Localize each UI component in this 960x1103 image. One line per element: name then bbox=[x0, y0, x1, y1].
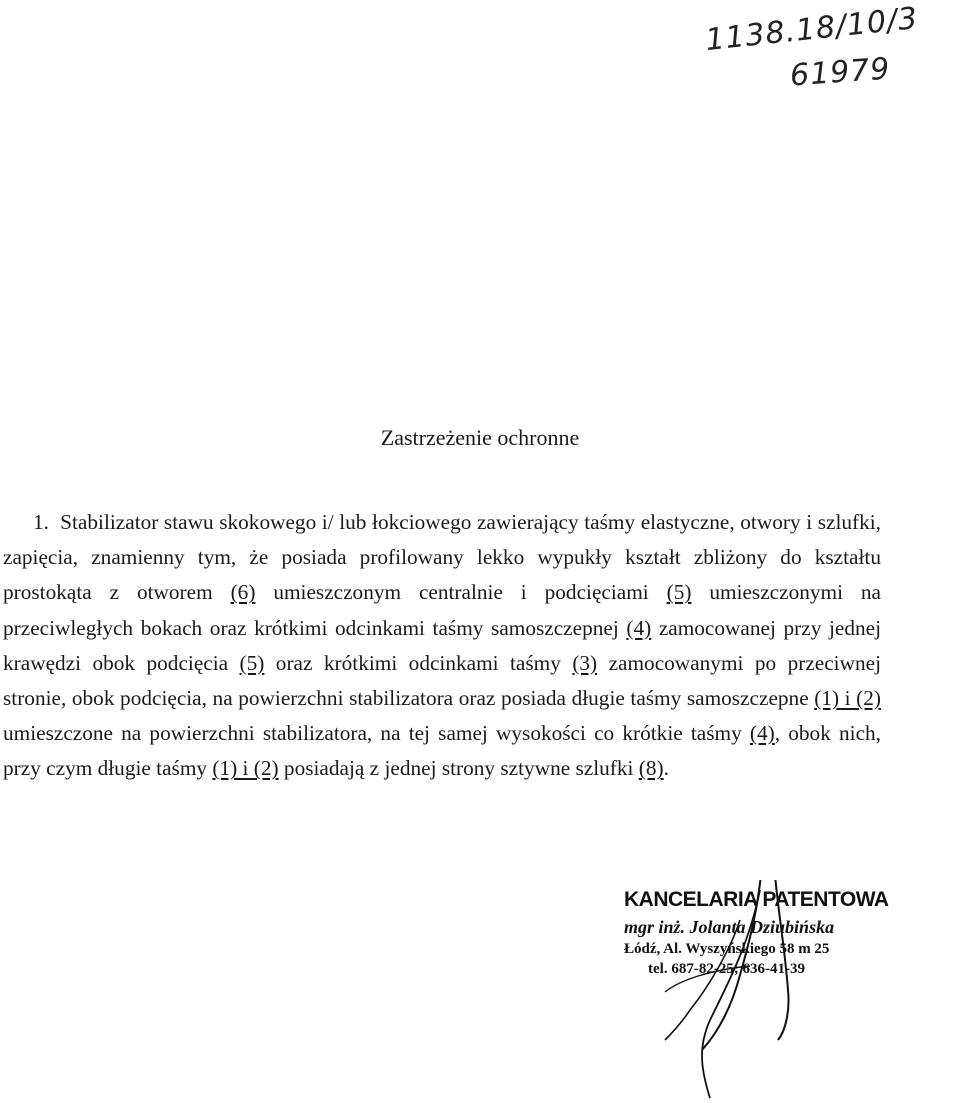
stamp-attorney-name: mgr inż. Jolanta Dziubińska bbox=[624, 917, 835, 937]
reference-numeral-5: (5) bbox=[666, 580, 692, 605]
claim-text-9: posiadają z jednej strony sztywne szlufki bbox=[278, 756, 639, 781]
reference-numeral-5: (5) bbox=[239, 650, 265, 675]
reference-numerals-1-2: (1) i (2) bbox=[212, 756, 279, 781]
handwritten-signature bbox=[610, 880, 910, 1100]
claim-text-1: Stabilizator stawu skokowego i/ lub łokciowego zawierający taśmy elastyczne, otwory i szlufki, zapięcia, znamienny tym, że posiada profilowany lekko wypukły kształt zbliżony do kształtu prostokąta z otworem bbox=[3, 510, 882, 605]
reference-numeral-8: (8) bbox=[638, 756, 664, 781]
claim-text-5: oraz krótkimi odcinkami taśmy bbox=[264, 650, 573, 675]
stamp-address: Łódź, Al. Wyszyńskiego 58 m 25 bbox=[624, 941, 830, 957]
reference-numeral-4: (4) bbox=[749, 721, 775, 746]
stamp-phone: tel. 687-82-25; 636-41-39 bbox=[648, 961, 806, 977]
claim-text-7: umieszczone na powierzchni stabilizatora, na tej samej wysokości co krótkie taśmy bbox=[3, 721, 750, 746]
claim-paragraph bbox=[3, 505, 881, 787]
patent-office-stamp bbox=[610, 880, 910, 1100]
document-title: Zastrzeżenie ochronne bbox=[380, 425, 580, 450]
claim-text-10: . bbox=[663, 756, 669, 781]
reference-numeral-3: (3) bbox=[572, 650, 598, 675]
claim-text-2: umieszczonym centralnie i podcięciami bbox=[255, 580, 667, 605]
reference-numeral-6: (6) bbox=[230, 580, 256, 605]
reference-numerals-1-2: (1) i (2) bbox=[814, 686, 881, 711]
claim-text-3: umieszczonymi na przeciwległych bokach oraz krótkimi odcinkami taśmy samoszczepnej bbox=[3, 580, 882, 640]
claim-text-6: zamocowanymi po przeciwnej stronie, obok podcięcia, na powierzchni stabilizatora oraz posiada długie taśmy samoszczepne bbox=[3, 650, 881, 711]
reference-numeral-4: (4) bbox=[626, 615, 652, 640]
stamp-title: KANCELARIA PATENTOWA bbox=[624, 888, 889, 911]
handwritten-reference-number: 1138.18/10/3 bbox=[703, 0, 920, 59]
claim-text-4: zamocowanej przy jednej krawędzi obok podcięcia bbox=[3, 615, 881, 675]
handwritten-application-number: 61979 bbox=[788, 51, 892, 94]
claim-text-8: , obok nich, przy czym długie taśmy bbox=[3, 721, 882, 781]
claim-number: 1. bbox=[33, 510, 49, 534]
